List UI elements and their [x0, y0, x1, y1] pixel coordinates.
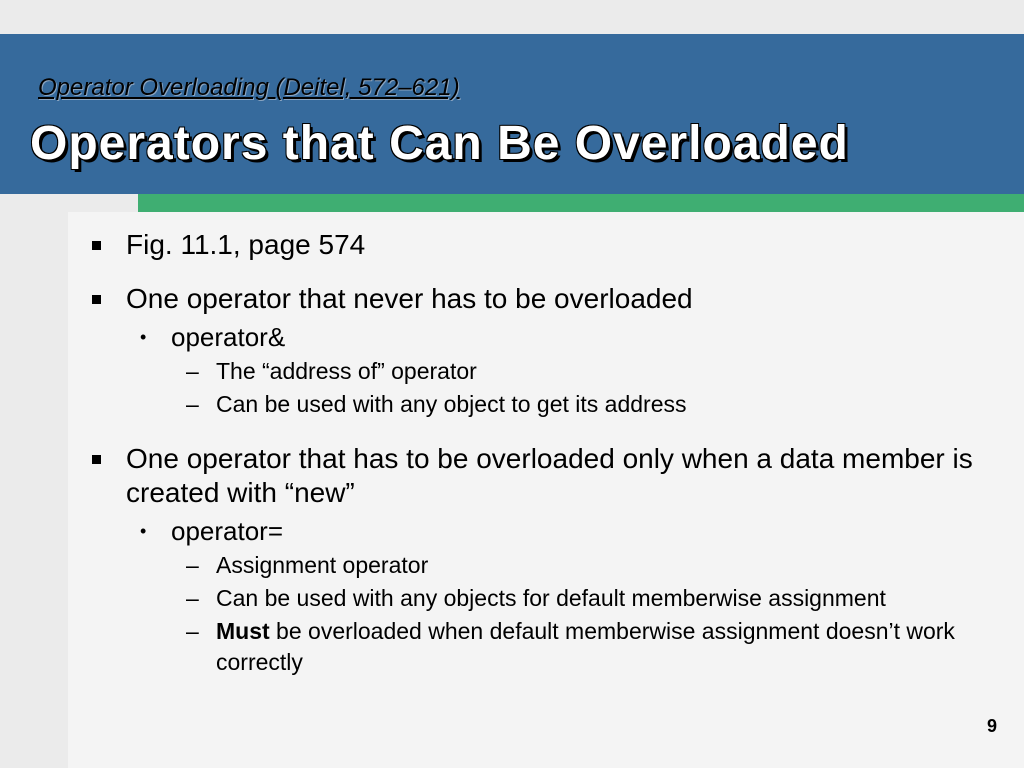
- detail-text: Can be used with any object to get its address: [216, 391, 687, 417]
- dash-bullet-icon: –: [186, 391, 199, 417]
- sub-bullet-list: [126, 514, 978, 678]
- dash-bullet-icon: –: [186, 585, 199, 611]
- slide-body: [88, 228, 978, 686]
- detail-text: The “address of” operator: [216, 358, 477, 384]
- dash-bullet-icon: –: [186, 358, 199, 384]
- dot-bullet-icon: •: [140, 327, 147, 347]
- sub-bullet-text: operator=: [171, 516, 284, 546]
- sub-bullet-list: [126, 320, 978, 420]
- detail-item: [126, 550, 978, 581]
- detail-text: be overloaded when default memberwise assignment doesn’t work correctly: [216, 618, 955, 675]
- dot-bullet-icon: •: [140, 521, 147, 541]
- slide-title: Operators that Can Be Overloaded: [30, 117, 849, 170]
- detail-text: Assignment operator: [216, 552, 429, 578]
- accent-bar: [138, 194, 1024, 212]
- bullet-item: [88, 282, 978, 420]
- detail-item: [126, 389, 978, 420]
- bullet-text: One operator that has to be overloaded only when a data member is created with “new”: [126, 443, 973, 508]
- detail-item: [126, 616, 978, 678]
- detail-item: [126, 583, 978, 614]
- sub-bullet-item: [126, 320, 978, 354]
- detail-text: Can be used with any objects for default memberwise assignment: [216, 585, 886, 611]
- slide-number: 9: [986, 716, 997, 736]
- header-band: [0, 34, 1024, 194]
- sub-bullet-item: [126, 514, 978, 548]
- bullet-item: [88, 228, 978, 262]
- sub-bullet-text: operator&: [171, 322, 286, 352]
- slide-subtitle: Operator Overloading (Deitel, 572–621): [38, 74, 460, 101]
- square-bullet-icon: [92, 295, 101, 304]
- square-bullet-icon: [92, 241, 101, 250]
- detail-item: [126, 356, 978, 387]
- dash-bullet-icon: –: [186, 552, 199, 578]
- bullet-text: One operator that never has to be overloaded: [126, 283, 693, 314]
- emphasis-text: Must: [216, 618, 270, 644]
- bullet-text: Fig. 11.1, page 574: [126, 229, 366, 260]
- bullet-item: [88, 442, 978, 678]
- dash-bullet-icon: –: [186, 618, 199, 644]
- square-bullet-icon: [92, 455, 101, 464]
